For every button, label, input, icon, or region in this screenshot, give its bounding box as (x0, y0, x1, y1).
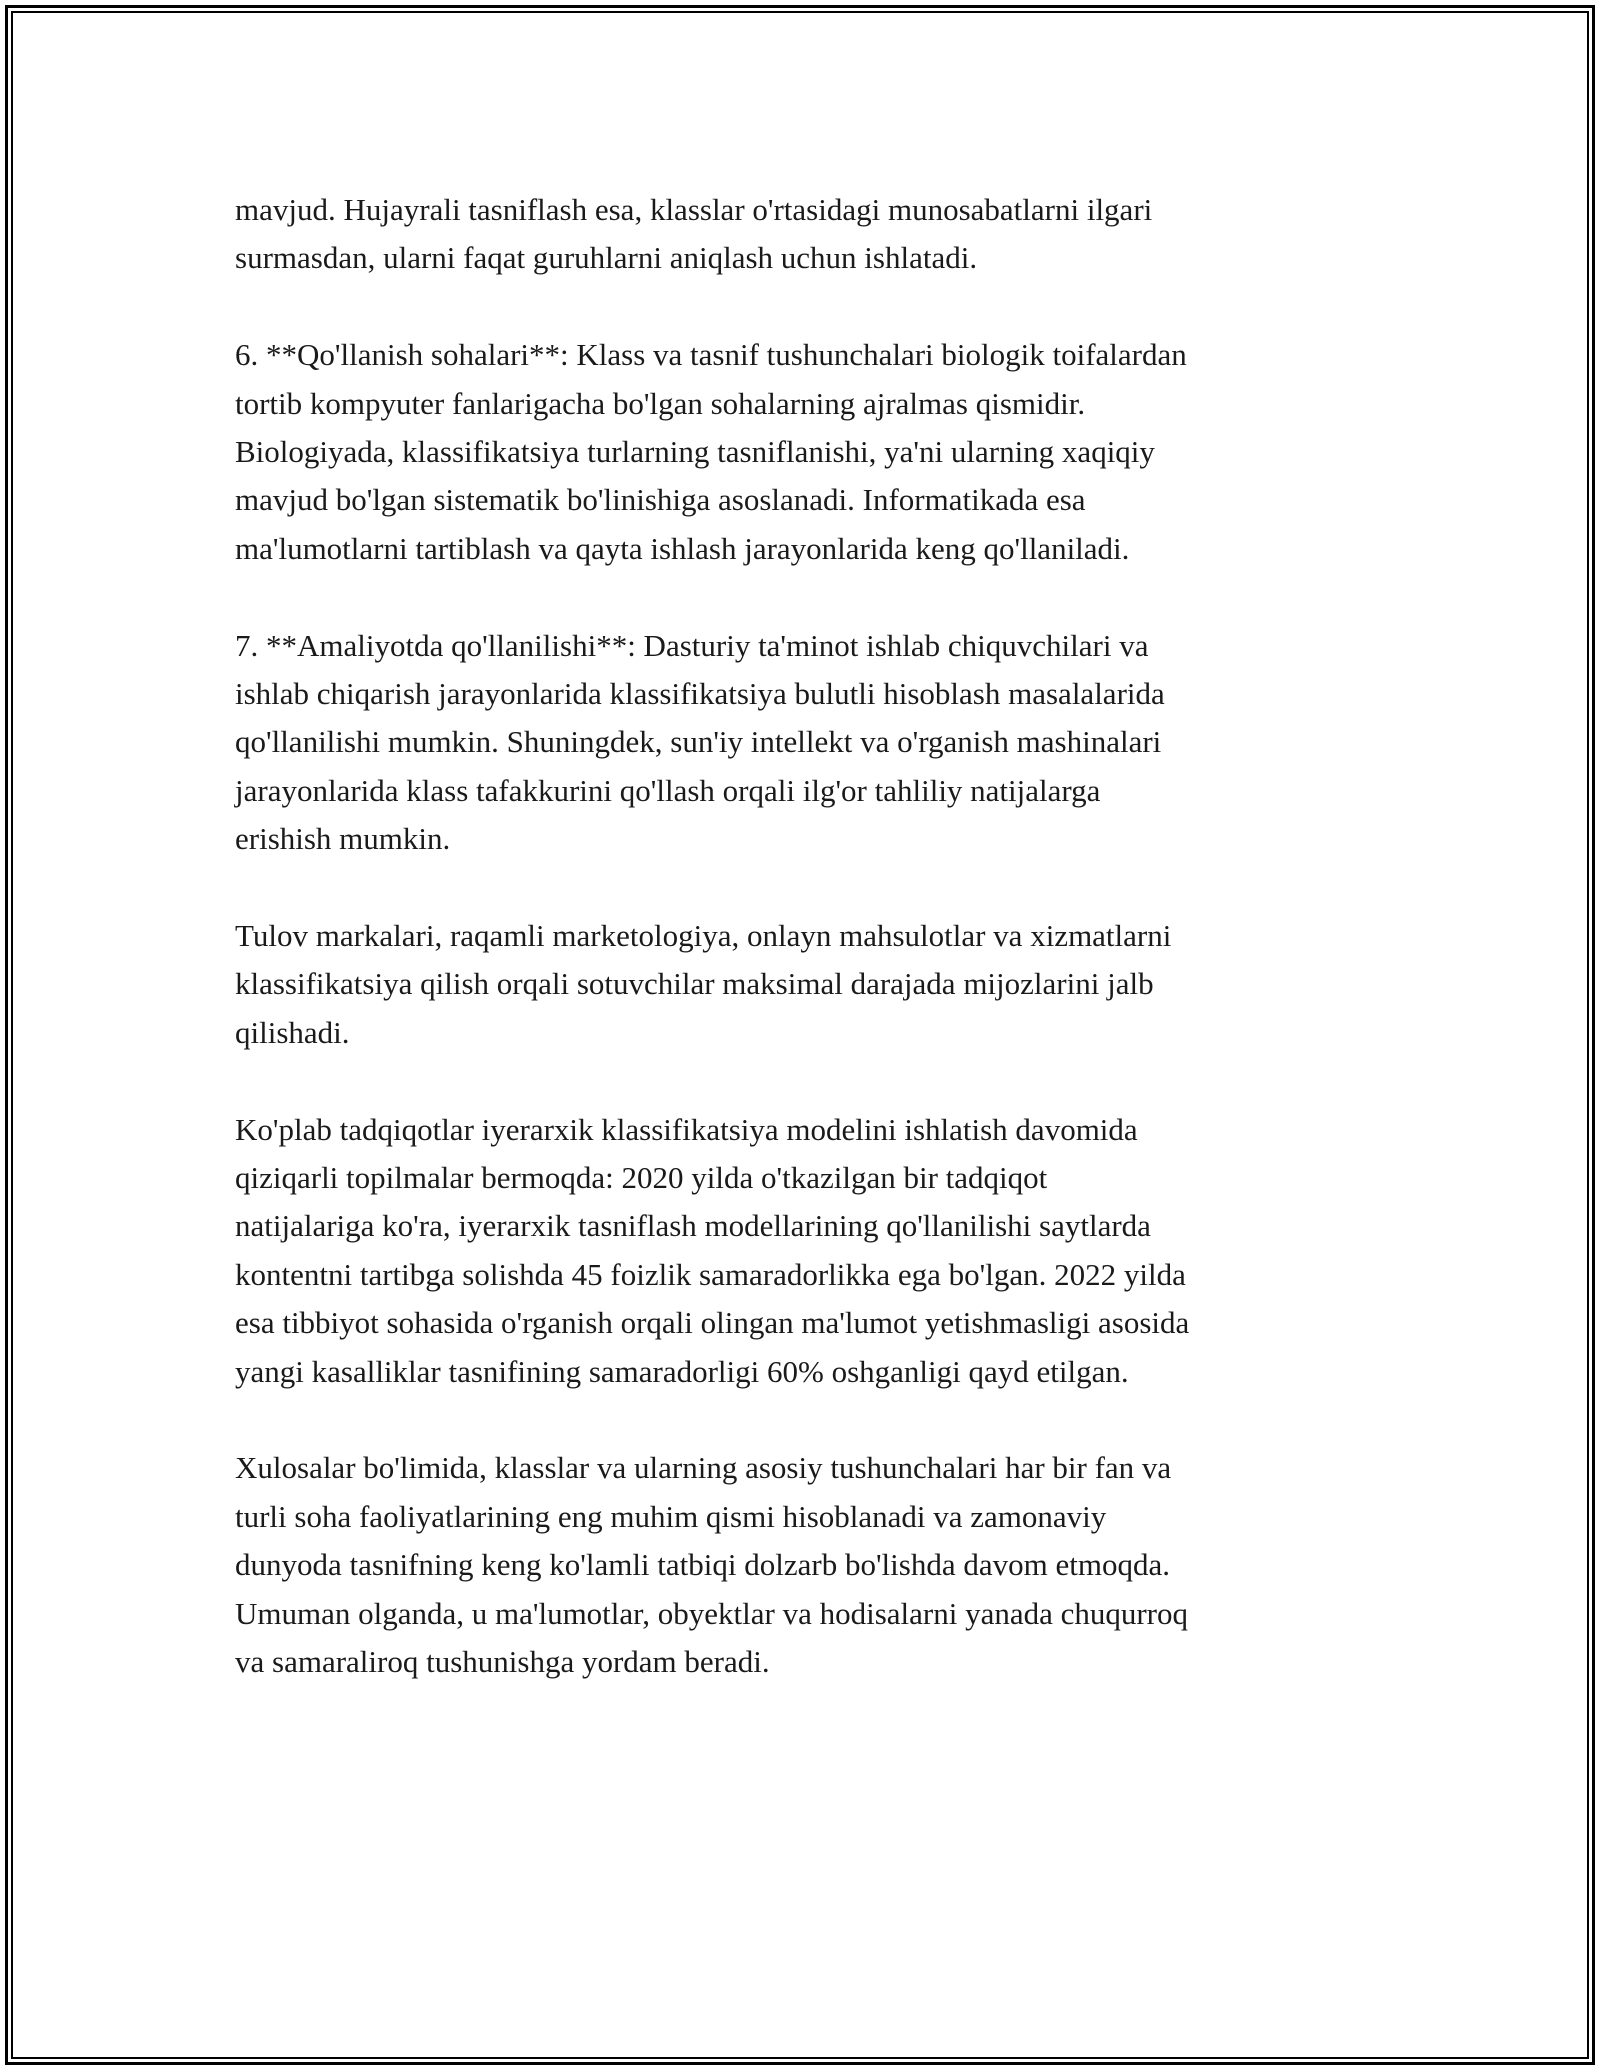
paragraph-xulosalar: Xulosalar bo'limida, klasslar va ularning asosiy tushunchalari har bir fan va turli soha faoliyatlarining eng muhim qismi hisoblanadi va zamonaviy dunyoda tasnifning keng ko'lamli tatbiqi dolzarb bo'lishda davom etmoqda. Umuman olganda, u ma'lumotlar, obyektlar va hodisalarni yanada chuqurroq va samaraliroq tushunishga yordam beradi. (235, 1450, 1189, 1680)
paragraph-tadqiqotlar: Ko'plab tadqiqotlar iyerarxik klassifikatsiya modelini ishlatish davomida qiziqarli topilmalar bermoqda: 2020 yilda o'tkazilgan bir tadqiqot natijalariga ko'ra, iyerarxik tasniflash modellarining qo'llanilishi saytlarda kontentni tartibga solishda 45 foizlik samaradorlikka ega bo'lgan. 2022 yilda esa tibbiyot sohasida o'rganish orqali olingan ma'lumot yetishmasligi asosida yangi kasalliklar tasnifining samaradorligi 60% oshganligi qayd etilgan. (235, 1111, 1190, 1389)
document-body (235, 186, 1385, 1687)
paragraph-hujayrali-tasniflash: mavjud. Hujayrali tasniflash esa, klasslar o'rtasidagi munosabatlarni ilgari surmasdan, ularni faqat guruhlarni aniqlash uchun ishlatadi. (235, 192, 1153, 276)
paragraph-tulov-markalari: Tulov markalari, raqamli marketologiya, onlayn mahsulotlar va xizmatlarni klassifikatsiya qilish orqali sotuvchilar maksimal darajada mijozlarini jalb qilishadi. (235, 918, 1172, 1050)
paragraph-qollanish-sohalari: 6. **Qo'llanish sohalari**: Klass va tasnif tushunchalari biologik toifalardan tortib kompyuter fanlarigacha bo'lgan sohalarning ajralmas qismidir. Biologiyada, klassifikatsiya turlarning tasniflanishi, ya'ni ularning xaqiqiy mavjud bo'lgan sistematik bo'linishiga asoslanadi. Informatikada esa ma'lumotlarni tartiblash va qayta ishlash jarayonlarida keng qo'llaniladi. (235, 337, 1187, 566)
paragraph-amaliyotda-qollanilishi: 7. **Amaliyotda qo'llanilishi**: Dasturiy ta'minot ishlab chiquvchilari va ishlab chiqarish jarayonlarida klassifikatsiya bulutli hisoblash masalalarida qo'llanilishi mumkin. Shuningdek, sun'iy intellekt va o'rganish mashinalari jarayonlarida klass tafakkurini qo'llash orqali ilg'or tahliliy natijalarga erishish mumkin. (235, 627, 1165, 857)
